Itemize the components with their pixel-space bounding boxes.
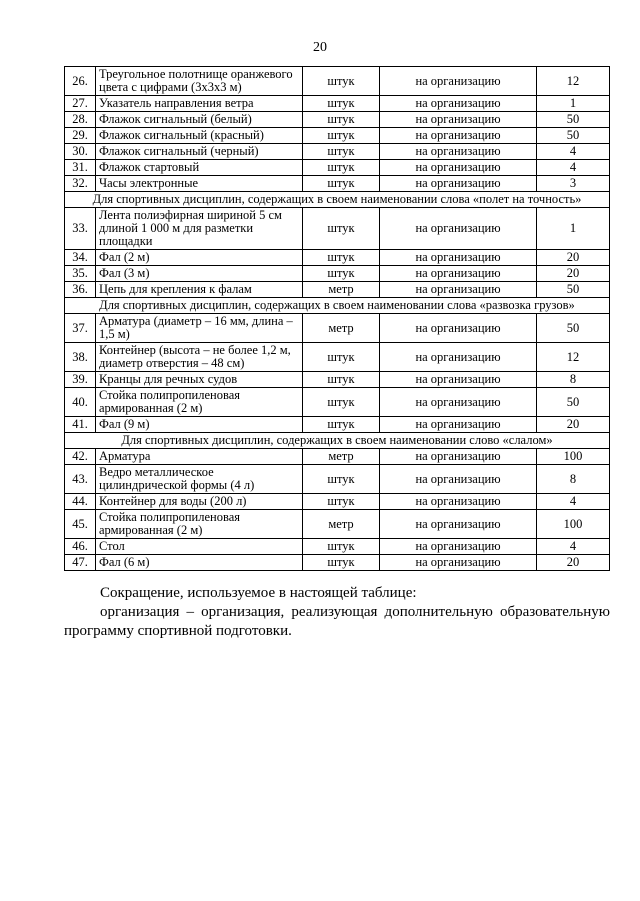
item-basis: на организацию xyxy=(380,494,537,510)
item-basis: на организацию xyxy=(380,555,537,571)
item-name: Контейнер (высота – не более 1,2 м, диаметр отверстия – 48 см) xyxy=(96,343,303,372)
table-row xyxy=(65,510,610,539)
table-row xyxy=(65,67,610,96)
item-basis: на организацию xyxy=(380,510,537,539)
item-quantity: 50 xyxy=(537,112,610,128)
item-basis: на организацию xyxy=(380,417,537,433)
item-quantity: 100 xyxy=(537,449,610,465)
item-quantity: 50 xyxy=(537,128,610,144)
item-name: Флажок сигнальный (красный) xyxy=(96,128,303,144)
item-quantity: 12 xyxy=(537,343,610,372)
item-unit: метр xyxy=(303,510,380,539)
item-basis: на организацию xyxy=(380,176,537,192)
section-header: Для спортивных дисциплин, содержащих в своем наименовании слова «развозка грузов» xyxy=(65,298,610,314)
item-name: Фал (3 м) xyxy=(96,266,303,282)
item-unit: штук xyxy=(303,343,380,372)
item-quantity: 4 xyxy=(537,539,610,555)
item-name: Фал (6 м) xyxy=(96,555,303,571)
item-quantity: 4 xyxy=(537,144,610,160)
table-body xyxy=(65,67,610,571)
item-name: Указатель направления ветра xyxy=(96,96,303,112)
item-quantity: 12 xyxy=(537,67,610,96)
item-basis: на организацию xyxy=(380,250,537,266)
table-row xyxy=(65,96,610,112)
item-name: Контейнер для воды (200 л) xyxy=(96,494,303,510)
table-row xyxy=(65,160,610,176)
item-quantity: 20 xyxy=(537,555,610,571)
item-unit: метр xyxy=(303,314,380,343)
table-row xyxy=(65,112,610,128)
item-number: 41. xyxy=(65,417,96,433)
item-name: Флажок сигнальный (белый) xyxy=(96,112,303,128)
item-unit: штук xyxy=(303,208,380,250)
table-row xyxy=(65,250,610,266)
item-basis: на организацию xyxy=(380,128,537,144)
section-header-row xyxy=(65,433,610,449)
item-quantity: 50 xyxy=(537,388,610,417)
item-number: 28. xyxy=(65,112,96,128)
item-name: Флажок сигнальный (черный) xyxy=(96,144,303,160)
item-basis: на организацию xyxy=(380,96,537,112)
item-name: Треугольное полотнище оранжевого цвета с цифрами (3х3х3 м) xyxy=(96,67,303,96)
item-number: 30. xyxy=(65,144,96,160)
item-number: 44. xyxy=(65,494,96,510)
item-number: 35. xyxy=(65,266,96,282)
item-quantity: 8 xyxy=(537,372,610,388)
item-number: 45. xyxy=(65,510,96,539)
item-name: Стойка полипропиленовая армированная (2 м) xyxy=(96,510,303,539)
item-unit: штук xyxy=(303,555,380,571)
item-unit: штук xyxy=(303,465,380,494)
item-basis: на организацию xyxy=(380,67,537,96)
item-basis: на организацию xyxy=(380,208,537,250)
item-name: Стойка полипропиленовая армированная (2 м) xyxy=(96,388,303,417)
item-number: 42. xyxy=(65,449,96,465)
table-row xyxy=(65,465,610,494)
item-quantity: 50 xyxy=(537,314,610,343)
section-header-row xyxy=(65,192,610,208)
item-unit: метр xyxy=(303,449,380,465)
page-number: 20 xyxy=(313,40,327,55)
item-number: 38. xyxy=(65,343,96,372)
table-row xyxy=(65,417,610,433)
item-basis: на организацию xyxy=(380,314,537,343)
item-unit: штук xyxy=(303,160,380,176)
table-row xyxy=(65,449,610,465)
item-basis: на организацию xyxy=(380,465,537,494)
item-unit: штук xyxy=(303,494,380,510)
item-name: Цепь для крепления к фалам xyxy=(96,282,303,298)
item-unit: штук xyxy=(303,250,380,266)
item-unit: штук xyxy=(303,96,380,112)
item-unit: штук xyxy=(303,539,380,555)
table-row xyxy=(65,343,610,372)
table-row xyxy=(65,388,610,417)
item-basis: на организацию xyxy=(380,266,537,282)
item-number: 39. xyxy=(65,372,96,388)
table-row xyxy=(65,282,610,298)
item-number: 40. xyxy=(65,388,96,417)
item-basis: на организацию xyxy=(380,144,537,160)
item-quantity: 20 xyxy=(537,417,610,433)
table-row xyxy=(65,494,610,510)
section-header-row xyxy=(65,298,610,314)
item-number: 36. xyxy=(65,282,96,298)
item-basis: на организацию xyxy=(380,160,537,176)
item-quantity: 1 xyxy=(537,96,610,112)
item-basis: на организацию xyxy=(380,372,537,388)
item-unit: штук xyxy=(303,266,380,282)
item-unit: штук xyxy=(303,67,380,96)
table-row xyxy=(65,314,610,343)
item-quantity: 20 xyxy=(537,250,610,266)
table-row xyxy=(65,176,610,192)
item-name: Фал (2 м) xyxy=(96,250,303,266)
item-basis: на организацию xyxy=(380,388,537,417)
table-row xyxy=(65,372,610,388)
item-name: Фал (9 м) xyxy=(96,417,303,433)
item-quantity: 1 xyxy=(537,208,610,250)
item-unit: штук xyxy=(303,128,380,144)
item-unit: штук xyxy=(303,417,380,433)
item-number: 32. xyxy=(65,176,96,192)
item-quantity: 4 xyxy=(537,160,610,176)
item-basis: на организацию xyxy=(380,282,537,298)
footnote-title: Сокращение, используемое в настоящей таблице: xyxy=(100,585,417,601)
item-number: 47. xyxy=(65,555,96,571)
item-name: Часы электронные xyxy=(96,176,303,192)
table-row xyxy=(65,555,610,571)
item-number: 43. xyxy=(65,465,96,494)
section-header: Для спортивных дисциплин, содержащих в своем наименовании слово «слалом» xyxy=(65,433,610,449)
item-quantity: 20 xyxy=(537,266,610,282)
item-number: 31. xyxy=(65,160,96,176)
item-number: 29. xyxy=(65,128,96,144)
table-row xyxy=(65,144,610,160)
item-quantity: 8 xyxy=(537,465,610,494)
item-name: Флажок стартовый xyxy=(96,160,303,176)
item-unit: штук xyxy=(303,176,380,192)
item-unit: штук xyxy=(303,388,380,417)
item-name: Арматура (диаметр – 16 мм, длина – 1,5 м) xyxy=(96,314,303,343)
item-quantity: 100 xyxy=(537,510,610,539)
footnote-definition: организация – организация, реализующая дополнительную образовательную программу спортивной подготовки. xyxy=(64,604,610,639)
item-name: Кранцы для речных судов xyxy=(96,372,303,388)
item-unit: штук xyxy=(303,112,380,128)
section-header: Для спортивных дисциплин, содержащих в своем наименовании слова «полет на точность» xyxy=(65,192,610,208)
item-number: 27. xyxy=(65,96,96,112)
table-row xyxy=(65,128,610,144)
item-basis: на организацию xyxy=(380,112,537,128)
item-unit: штук xyxy=(303,144,380,160)
item-quantity: 3 xyxy=(537,176,610,192)
item-number: 46. xyxy=(65,539,96,555)
table-row xyxy=(65,208,610,250)
item-basis: на организацию xyxy=(380,539,537,555)
item-number: 26. xyxy=(65,67,96,96)
item-quantity: 50 xyxy=(537,282,610,298)
table-row xyxy=(65,266,610,282)
item-basis: на организацию xyxy=(380,449,537,465)
item-number: 33. xyxy=(65,208,96,250)
item-number: 37. xyxy=(65,314,96,343)
item-quantity: 4 xyxy=(537,494,610,510)
table-row xyxy=(65,539,610,555)
item-number: 34. xyxy=(65,250,96,266)
item-name: Лента полиэфирная шириной 5 см длиной 1 000 м для разметки площадки xyxy=(96,208,303,250)
item-name: Арматура xyxy=(96,449,303,465)
item-name: Ведро металлическое цилиндрической формы (4 л) xyxy=(96,465,303,494)
item-name: Стол xyxy=(96,539,303,555)
item-unit: метр xyxy=(303,282,380,298)
equipment-table xyxy=(64,66,610,571)
item-basis: на организацию xyxy=(380,343,537,372)
item-unit: штук xyxy=(303,372,380,388)
